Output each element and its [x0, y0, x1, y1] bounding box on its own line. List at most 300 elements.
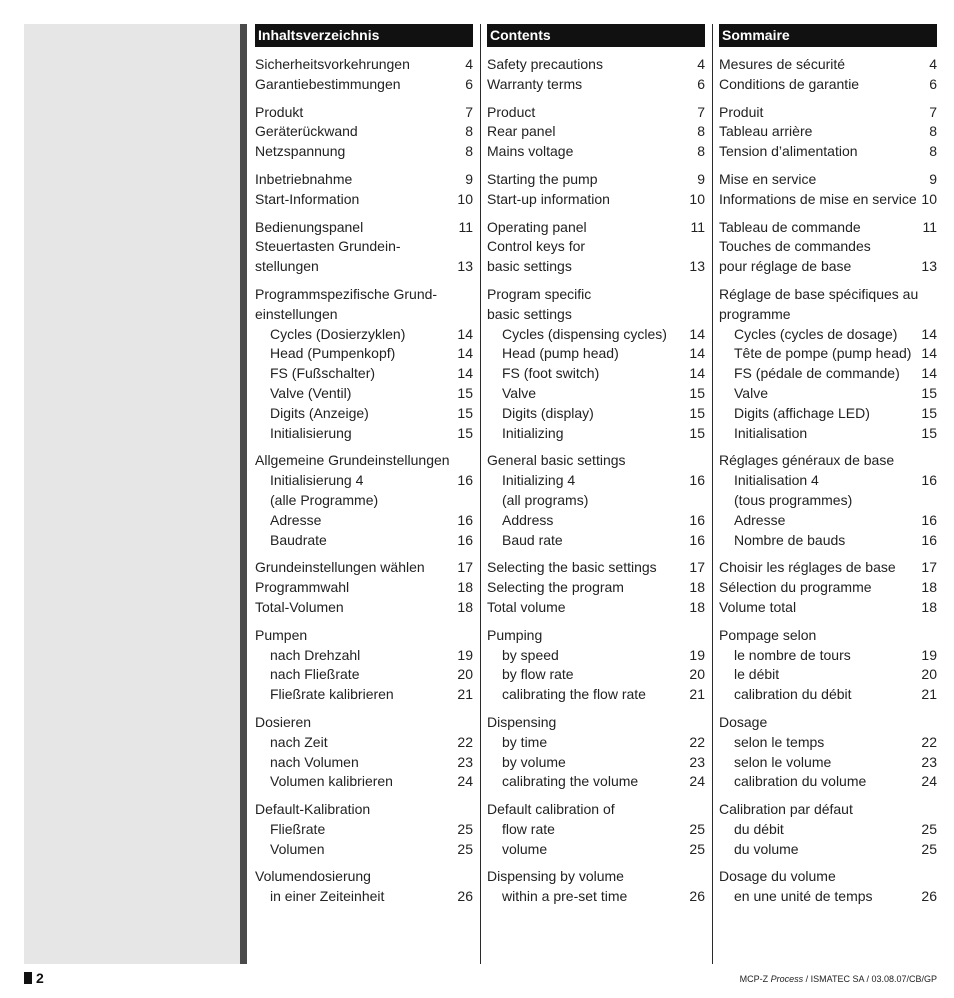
toc-entry-title: Volume total: [719, 598, 797, 615]
toc-entry: [255, 103, 473, 123]
toc-entry-title: Sélection du programme: [719, 579, 872, 596]
toc-entry-page: 16: [921, 531, 937, 548]
toc-entry-page: 18: [457, 598, 473, 615]
toc-entry-title: Produkt: [255, 103, 304, 120]
toc-entry: [255, 646, 473, 666]
toc-entry-page: 26: [457, 888, 473, 905]
toc-entry-title: Réglage de base spécifiques au: [719, 285, 919, 302]
toc-entry: [255, 364, 473, 384]
toc-section: [719, 170, 937, 210]
toc-section: [719, 626, 937, 705]
toc-section: [719, 800, 937, 859]
toc-entry-title: FS (pédale de commande): [734, 365, 900, 382]
toc-column-german: [255, 24, 473, 915]
toc-entry-page: 16: [689, 511, 705, 528]
toc-entry-page: 18: [457, 579, 473, 596]
toc-entry: [719, 626, 937, 646]
toc-entry-title: Start-Information: [255, 190, 360, 207]
toc-entry: [255, 190, 473, 210]
toc-entry: [255, 800, 473, 820]
toc-entry-page: 8: [929, 123, 937, 140]
toc-entry-title: Volumen: [270, 840, 325, 857]
toc-entry: [487, 840, 705, 860]
toc-section: [255, 626, 473, 705]
toc-entry: [255, 384, 473, 404]
toc-entry-page: 8: [929, 143, 937, 160]
toc-entry-title: du débit: [734, 820, 784, 837]
footer-suffix: / ISMATEC SA / 03.08.07/CB/GP: [803, 974, 937, 984]
toc-entry-title: Initializing 4: [502, 472, 576, 489]
toc-entry: [719, 772, 937, 792]
page-number: 2: [36, 970, 44, 986]
toc-entry-title: Sicherheitsvorkehrungen: [255, 56, 410, 72]
toc-entry-title: Nombre de bauds: [734, 531, 846, 548]
toc-entry-title: basic settings: [487, 305, 572, 322]
toc-entry-page: 8: [697, 143, 705, 160]
toc-entry: [255, 75, 473, 95]
toc-entry: [487, 772, 705, 792]
toc-entry-title: Valve: [734, 384, 768, 401]
toc-entry: [487, 646, 705, 666]
toc-entry: [487, 190, 705, 210]
toc-entry-title: Cycles (dispensing cycles): [502, 325, 667, 342]
toc-entry-title: Touches de commandes: [719, 238, 871, 255]
toc-entry: [255, 820, 473, 840]
toc-entry-title: Bedienungspanel: [255, 218, 364, 235]
toc-entry: [719, 424, 937, 444]
toc-entry: [719, 190, 937, 210]
toc-section: [255, 170, 473, 210]
toc-entry-title: by flow rate: [502, 666, 574, 683]
toc-entry-title: Cycles (cycles de dosage): [734, 325, 898, 342]
toc-entry-title: Choisir les réglages de base: [719, 559, 896, 576]
toc-entry: [255, 257, 473, 277]
toc-entry: [255, 325, 473, 345]
toc-section: [487, 867, 705, 907]
toc-entry-page: 18: [689, 579, 705, 596]
toc-entry: [255, 626, 473, 646]
toc-entry-title: Dispensing by volume: [487, 868, 624, 885]
toc-entry-title: by volume: [502, 753, 566, 770]
toc-entry-page: 4: [929, 56, 937, 72]
toc-entry-page: 10: [921, 190, 937, 207]
toc-entry-title: Digits (affichage LED): [734, 404, 870, 421]
toc-entry-title: Rear panel: [487, 123, 556, 140]
toc-entry-page: 15: [457, 404, 473, 421]
toc-entry-title: einstellungen: [255, 305, 338, 322]
toc-entry-page: 8: [465, 143, 473, 160]
toc-entry-page: 13: [921, 258, 937, 275]
toc-entry-title: nach Drehzahl: [270, 646, 361, 663]
toc-entry-title: Initialisierung: [270, 424, 352, 441]
toc-entry: [487, 285, 705, 305]
toc-entry: [255, 122, 473, 142]
toc-entry-title: Programmwahl: [255, 579, 350, 596]
toc-entry-page: 8: [465, 123, 473, 140]
toc-entry-page: 14: [457, 325, 473, 342]
toc-entry: [719, 598, 937, 618]
toc-entry: [487, 578, 705, 598]
toc-entry-title: Adresse: [734, 511, 786, 528]
toc-entry-page: 19: [457, 646, 473, 663]
toc-entry-title: Mains voltage: [487, 143, 574, 160]
toc-entry-page: 9: [929, 170, 937, 187]
toc-section: [719, 867, 937, 907]
toc-entry: [719, 75, 937, 95]
toc-entry-page: 25: [921, 840, 937, 857]
toc-entry-title: Adresse: [270, 511, 322, 528]
toc-entry-title: Pumpen: [255, 626, 308, 643]
toc-entry-title: Head (Pumpenkopf): [270, 345, 396, 362]
toc-entry-title: Tableau arrière: [719, 123, 813, 140]
toc-entry-page: 17: [457, 559, 473, 576]
toc-column-english: [487, 24, 705, 915]
toc-entry: [719, 491, 937, 511]
toc-entry: [487, 424, 705, 444]
toc-entry-page: 13: [457, 258, 473, 275]
toc-section: [255, 218, 473, 277]
toc-section: [487, 558, 705, 617]
toc-entry-title: in einer Zeiteinheit: [270, 888, 385, 905]
toc-entry-title: Start-up information: [487, 190, 610, 207]
toc-section: [719, 558, 937, 617]
toc-entry: [719, 257, 937, 277]
toc-entry-title: Calibration par défaut: [719, 801, 853, 818]
toc-entry: [719, 733, 937, 753]
toc-entry-title: calibrating the volume: [502, 773, 639, 790]
toc-entry-page: 25: [921, 820, 937, 837]
toc-entry-page: 19: [921, 646, 937, 663]
toc-entry-page: 22: [921, 733, 937, 750]
toc-entry: [487, 384, 705, 404]
toc-section: [255, 451, 473, 550]
toc-entry-title: Initializing: [502, 424, 564, 441]
toc-entry-title: flow rate: [502, 820, 555, 837]
toc-entry-title: Address: [502, 511, 554, 528]
toc-entry-page: 23: [921, 753, 937, 770]
toc-entry-title: Dosage: [719, 713, 768, 730]
toc-entry-title: Total-Volumen: [255, 598, 344, 615]
toc-section: [487, 451, 705, 550]
toc-entry: [487, 451, 705, 471]
toc-entry-page: 15: [457, 424, 473, 441]
toc-entry-page: 24: [457, 773, 473, 790]
toc-entry-title: Fließrate kalibrieren: [270, 686, 394, 703]
toc-entry-title: Program specific: [487, 285, 592, 302]
toc-entry-title: Head (pump head): [502, 345, 619, 362]
toc-entry: [255, 685, 473, 705]
toc-entry-title: programme: [719, 305, 791, 322]
column-divider: [712, 24, 713, 964]
toc-entry-page: 20: [457, 666, 473, 683]
toc-sections: [255, 55, 473, 907]
toc-entry: [719, 55, 937, 75]
toc-entry: [719, 122, 937, 142]
toc-entry: [487, 685, 705, 705]
toc-entry-page: 14: [689, 345, 705, 362]
toc-entry-page: 26: [921, 888, 937, 905]
toc-entry-page: 23: [457, 753, 473, 770]
toc-entry-page: 16: [457, 472, 473, 489]
toc-entry: [255, 451, 473, 471]
toc-entry: [719, 820, 937, 840]
toc-entry: [719, 713, 937, 733]
toc-entry: [255, 840, 473, 860]
toc-entry-page: 13: [689, 258, 705, 275]
toc-entry: [719, 685, 937, 705]
toc-entry: [255, 404, 473, 424]
toc-entry: [255, 55, 473, 75]
toc-sections: [719, 55, 937, 907]
toc-entry-title: Tension d’alimentation: [719, 143, 858, 160]
toc-entry: [487, 820, 705, 840]
toc-entry-page: 18: [689, 598, 705, 615]
toc-entry-page: 21: [689, 686, 705, 703]
toc-entry-page: 21: [921, 686, 937, 703]
toc-entry-title: basic settings: [487, 258, 572, 275]
toc-entry: [487, 257, 705, 277]
toc-entry-title: Valve (Ventil): [270, 384, 352, 401]
toc-entry: [487, 404, 705, 424]
toc-entry-page: 16: [921, 511, 937, 528]
toc-entry: [487, 867, 705, 887]
toc-entry: [255, 424, 473, 444]
toc-entry-title: Grundeinstellungen wählen: [255, 559, 425, 576]
toc-entry: [255, 558, 473, 578]
toc-entry: [255, 237, 473, 257]
toc-entry: [487, 103, 705, 123]
toc-section: [255, 103, 473, 162]
toc-entry-title: Tableau de commande: [719, 218, 861, 235]
toc-entry: [719, 471, 937, 491]
toc-entry-title: Mesures de sécurité: [719, 56, 846, 72]
toc-entry-title: Volumen kalibrieren: [270, 773, 393, 790]
toc-section: [255, 867, 473, 907]
toc-entry: [255, 713, 473, 733]
toc-entry-title: Informations de mise en service: [719, 190, 917, 207]
toc-entry-title: by speed: [502, 646, 559, 663]
toc-entry-page: 16: [689, 472, 705, 489]
toc-entry: [719, 511, 937, 531]
footer-prefix: MCP-Z: [739, 974, 771, 984]
toc-entry-page: 15: [689, 424, 705, 441]
toc-entry-title: Dispensing: [487, 713, 557, 730]
toc-entry: [487, 713, 705, 733]
toc-entry-title: nach Zeit: [270, 733, 328, 750]
toc-entry: [255, 305, 473, 325]
toc-entry: [719, 237, 937, 257]
toc-entry: [255, 531, 473, 551]
toc-entry: [487, 170, 705, 190]
toc-entry-page: 15: [921, 404, 937, 421]
toc-entry: [255, 511, 473, 531]
toc-entry: [719, 218, 937, 238]
toc-entry: [719, 364, 937, 384]
toc-entry-page: 18: [921, 598, 937, 615]
toc-entry-page: 20: [921, 666, 937, 683]
toc-entry-title: Baud rate: [502, 531, 563, 548]
toc-entry: [719, 305, 937, 325]
toc-section: [255, 285, 473, 443]
toc-entry-page: 15: [689, 384, 705, 401]
toc-entry: [255, 887, 473, 907]
toc-entry-title: Initialisation 4: [734, 472, 819, 489]
toc-entry: [255, 733, 473, 753]
toc-entry-title: calibrating the flow rate: [502, 686, 646, 703]
page-marker-square: [24, 972, 32, 984]
toc-entry-page: 17: [689, 559, 705, 576]
toc-entry: [719, 578, 937, 598]
toc-entry: [719, 887, 937, 907]
toc-entry-title: Valve: [502, 384, 536, 401]
toc-entry: [487, 55, 705, 75]
toc-entry-page: 25: [689, 820, 705, 837]
toc-entry-title: Programmspezifische Grund-: [255, 285, 438, 302]
toc-entry-title: Steuertasten Grundein-: [255, 238, 401, 255]
toc-entry-page: 15: [921, 384, 937, 401]
toc-entry-page: 15: [921, 424, 937, 441]
toc-entry: [719, 404, 937, 424]
column-divider: [480, 24, 481, 964]
toc-entry-title: en une unité de temps: [734, 888, 873, 905]
toc-entry-title: Operating panel: [487, 218, 587, 235]
toc-entry: [487, 887, 705, 907]
toc-entry: [719, 384, 937, 404]
toc-entry: [719, 325, 937, 345]
toc-entry-page: 14: [457, 345, 473, 362]
toc-section: [487, 55, 705, 95]
toc-entry: [719, 800, 937, 820]
toc-entry-title: nach Volumen: [270, 753, 359, 770]
toc-section: [255, 800, 473, 859]
toc-entry-page: 11: [922, 218, 937, 235]
toc-entry-title: le nombre de tours: [734, 646, 851, 663]
toc-entry: [255, 170, 473, 190]
toc-entry-page: 14: [921, 365, 937, 382]
toc-entry: [487, 558, 705, 578]
toc-entry-title: Volumendosierung: [255, 868, 371, 885]
footer-italic: Process: [770, 974, 804, 984]
toc-entry-page: 14: [921, 345, 937, 362]
toc-entry-title: Starting the pump: [487, 170, 598, 187]
toc-entry: [487, 491, 705, 511]
toc-column-french: [719, 24, 937, 915]
column-heading: Contents: [487, 24, 705, 47]
toc-entry-title: General basic settings: [487, 452, 626, 469]
toc-entry-page: 25: [689, 840, 705, 857]
toc-entry: [255, 665, 473, 685]
toc-entry-title: Digits (display): [502, 404, 594, 421]
toc-entry-title: Cycles (Dosierzyklen): [270, 325, 406, 342]
toc-entry-title: (all programs): [502, 491, 589, 508]
toc-entry: [487, 511, 705, 531]
toc-entry-page: 7: [465, 103, 473, 120]
toc-entry-page: 9: [697, 170, 705, 187]
toc-entry: [487, 598, 705, 618]
toc-section: [487, 103, 705, 162]
toc-entry-title: by time: [502, 733, 548, 750]
toc-section: [255, 713, 473, 792]
toc-entry-title: Allgemeine Grundeinstellungen: [255, 452, 450, 469]
toc-entry-page: 16: [457, 531, 473, 548]
toc-entry-page: 4: [465, 56, 473, 72]
toc-entry-title: Réglages généraux de base: [719, 452, 895, 469]
toc-entry-title: FS (Fußschalter): [270, 365, 376, 382]
toc-entry-title: Control keys for: [487, 238, 586, 255]
toc-entry: [719, 840, 937, 860]
toc-entry-title: Selecting the basic settings: [487, 559, 657, 576]
toc-sections: [487, 55, 705, 907]
toc-entry-page: 23: [689, 753, 705, 770]
toc-entry-title: Default-Kalibration: [255, 801, 371, 818]
toc-entry-page: 25: [457, 840, 473, 857]
toc-entry-title: Netzspannung: [255, 143, 346, 160]
toc-entry-title: Digits (Anzeige): [270, 404, 369, 421]
toc-section: [487, 800, 705, 859]
toc-entry-page: 11: [458, 218, 473, 235]
toc-entry: [719, 867, 937, 887]
toc-entry-title: Garantiebestimmungen: [255, 75, 401, 92]
toc-entry: [487, 122, 705, 142]
toc-entry: [487, 325, 705, 345]
toc-entry-title: (alle Programme): [270, 491, 379, 508]
toc-entry-title: Geräterückwand: [255, 123, 358, 140]
toc-entry-page: 25: [457, 820, 473, 837]
toc-entry: [255, 867, 473, 887]
toc-entry: [487, 665, 705, 685]
toc-entry-page: 7: [697, 103, 705, 120]
toc-entry-page: 16: [921, 472, 937, 489]
left-gray-margin: [24, 24, 240, 964]
toc-entry-title: selon le temps: [734, 733, 825, 750]
toc-entry: [255, 471, 473, 491]
toc-entry: [487, 800, 705, 820]
toc-entry: [487, 142, 705, 162]
toc-entry-title: le débit: [734, 666, 780, 683]
toc-entry-page: 16: [689, 531, 705, 548]
toc-entry-title: Dosieren: [255, 713, 312, 730]
toc-entry-page: 6: [929, 75, 937, 92]
toc-entry-title: Selecting the program: [487, 579, 624, 596]
toc-entry-title: (tous programmes): [734, 491, 853, 508]
toc-entry: [487, 75, 705, 95]
toc-section: [487, 218, 705, 277]
toc-section: [719, 285, 937, 443]
toc-entry-page: 6: [697, 75, 705, 92]
toc-entry-title: Safety precautions: [487, 56, 603, 72]
toc-entry-page: 4: [697, 56, 705, 72]
toc-section: [487, 626, 705, 705]
toc-entry: [487, 626, 705, 646]
toc-entry: [487, 237, 705, 257]
toc-entry-title: stellungen: [255, 258, 319, 275]
toc-entry: [487, 218, 705, 238]
toc-entry: [255, 344, 473, 364]
toc-entry-page: 8: [697, 123, 705, 140]
toc-entry-page: 19: [689, 646, 705, 663]
toc-entry: [719, 170, 937, 190]
toc-entry-page: 24: [689, 773, 705, 790]
toc-entry-title: Conditions de garantie: [719, 75, 860, 92]
toc-section: [719, 55, 937, 95]
toc-entry-page: 6: [465, 75, 473, 92]
toc-entry: [255, 578, 473, 598]
toc-entry-title: Tête de pompe (pump head): [734, 345, 912, 362]
toc-section: [719, 218, 937, 277]
toc-section: [487, 713, 705, 792]
toc-entry-title: Initialisation: [734, 424, 808, 441]
toc-entry-title: Default calibration of: [487, 801, 615, 818]
